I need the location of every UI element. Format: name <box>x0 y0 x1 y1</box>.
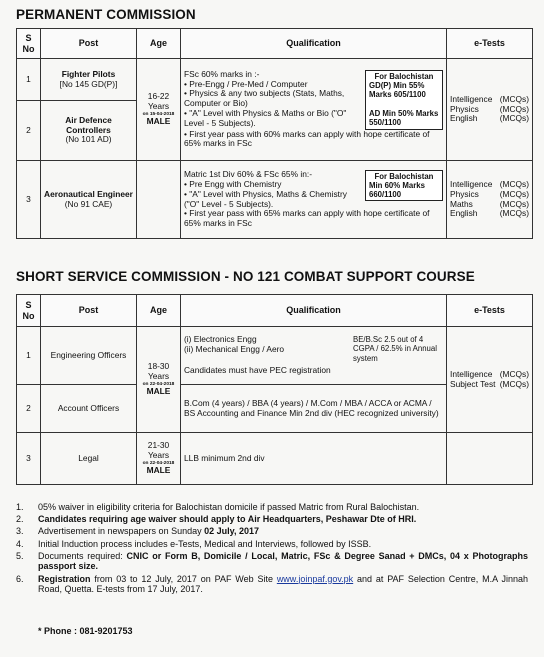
balochistan-box: For Balochistan Min 60% Marks 660/1100 <box>365 170 443 202</box>
row-post: Account Officers <box>41 385 137 433</box>
list-item: 2. Candidates requiring age waiver should apply to Air Headquarters, Peshawar Dte of HRI. <box>16 514 417 525</box>
header-post: Post <box>41 29 137 59</box>
short-service-table <box>16 294 533 485</box>
age-years: Years <box>147 100 170 111</box>
table-row <box>17 327 533 385</box>
row-sno: 1 <box>17 59 41 101</box>
qual-intro: FSc 60% marks in :- <box>184 68 260 79</box>
row-qualification: B.Com (4 years) / BBA (4 years) / M.Com / MBA / ACCA or ACMA / BS Accounting and Finance Min 2nd div (HEC recognized university) <box>181 385 447 433</box>
qual-line: • "A" Level with Physics & Maths or Bio ("O" Level - 5 Subjects). <box>184 108 347 129</box>
row-sno: 2 <box>17 385 41 433</box>
header-sno: S No <box>17 295 41 327</box>
balochistan-box: For Balochistan GD(P) Min 55% Marks 605/1100 AD Min 50% Marks 550/1100 <box>365 70 443 130</box>
permanent-commission-table <box>16 28 533 239</box>
header-age: Age <box>137 295 181 327</box>
list-item: 1. 05% waiver in eligibility criteria for Balochistan domicile if passed Matric from Rural Balochistan. <box>16 502 420 512</box>
row-sno: 2 <box>17 101 41 161</box>
table-row <box>17 161 533 239</box>
age-range: 16-22 <box>147 90 170 101</box>
list-item: 4. Initial Induction process includes e-Tests, Medical and Interviews, followed by ISSB. <box>16 538 372 549</box>
age-gender: MALE <box>146 116 171 127</box>
qual-line: • Physics & any two subjects (Stats, Maths, Computer or Bio) <box>184 88 345 109</box>
header-etests: e-Tests <box>447 29 533 59</box>
row-post <box>41 101 137 161</box>
section-title-short-service: SHORT SERVICE COMMISSION - NO 121 COMBAT SUPPORT COURSE <box>16 269 475 284</box>
list-item: 3. Advertisement in newspapers on Sunday 02 July, 2017 <box>16 526 259 537</box>
header-age: Age <box>137 29 181 59</box>
row-post: Legal <box>41 433 137 485</box>
table-row <box>17 59 533 101</box>
list-item: 5. Documents required: CNIC or Form B, Domicile / Local, Matric, FSc & Degree Sanad + DMCs, 04 x Photographs passport size. <box>16 550 528 572</box>
post-name: Air Defence Controllers <box>65 114 112 135</box>
row-sno: 3 <box>17 161 41 239</box>
row-etests: Intelligence (MCQs) Physics (MCQs) English (MCQs) <box>447 59 533 161</box>
header-post: Post <box>41 295 137 327</box>
row-age: 21-30 Years on 22-04-2018 MALE <box>137 433 181 485</box>
section-title-permanent: PERMANENT COMMISSION <box>16 7 196 22</box>
header-qualification: Qualification <box>181 29 447 59</box>
header-qualification: Qualification <box>181 295 447 327</box>
row-sno: 3 <box>17 433 41 485</box>
qual-line: • Pre Engg with Chemistry <box>184 178 282 189</box>
website-link[interactable]: www.joinpaf.gov.pk <box>276 573 354 584</box>
post-code: (No 91 CAE) <box>64 198 113 209</box>
row-sno: 1 <box>17 327 41 385</box>
row-post: Engineering Officers <box>41 327 137 385</box>
qual-line: • First year pass with 60% marks can apply with hope certificate of 65% marks in FSc <box>184 128 430 149</box>
notes-list <box>16 502 528 596</box>
row-qualification <box>181 59 447 161</box>
row-etests: Intelligence (MCQs) Subject Test (MCQs) <box>447 327 533 433</box>
row-post <box>41 59 137 101</box>
post-name: Fighter Pilots <box>61 68 116 79</box>
qual-line: • "A" Level with Physics, Maths & Chemistry ("O" Level - 5 Subjects). <box>184 188 347 209</box>
qual-intro: Matric 1st Div 60% & FSc 65% in:- <box>184 168 312 179</box>
table-row <box>17 433 533 485</box>
row-post <box>41 161 137 239</box>
row-qualification: (i) Electronics Engg (ii) Mechanical Engg / Aero BE/B.Sc 2.5 out of 4 CGPA / 62.5% in Annual system Candidates must have PEC registration <box>181 327 447 385</box>
qual-line: • Pre-Engg / Pre-Med / Computer <box>184 78 308 89</box>
header-sno: S No <box>17 29 41 59</box>
row-age <box>137 59 181 161</box>
row-qualification <box>181 161 447 239</box>
post-code: (No 101 AD) <box>65 134 112 145</box>
row-age: 18-30 Years on 22-04-2018 MALE <box>137 327 181 433</box>
row-etests: Intelligence (MCQs) Physics (MCQs) Maths (MCQs) English (MCQs) <box>447 161 533 239</box>
age-date: on 15-04-2018 <box>142 111 175 117</box>
qual-line: • First year pass with 65% marks can apply with hope certificate of 65% marks in FSc <box>184 208 430 229</box>
list-item: 6. Registration from 03 to 12 July, 2017 on PAF Web Site www.joinpaf.gov.pk and at PAF Selection Centre, M.A Jinnah Road, Quetta. E-tests from 17 July, 2017. <box>16 573 528 595</box>
post-name: Aeronautical Engineer <box>44 188 133 199</box>
post-code: [No 145 GD(P)] <box>59 78 118 89</box>
phone-number: * Phone : 081-9201753 <box>38 626 133 636</box>
row-qualification: LLB minimum 2nd div <box>181 433 447 485</box>
header-etests: e-Tests <box>447 295 533 327</box>
